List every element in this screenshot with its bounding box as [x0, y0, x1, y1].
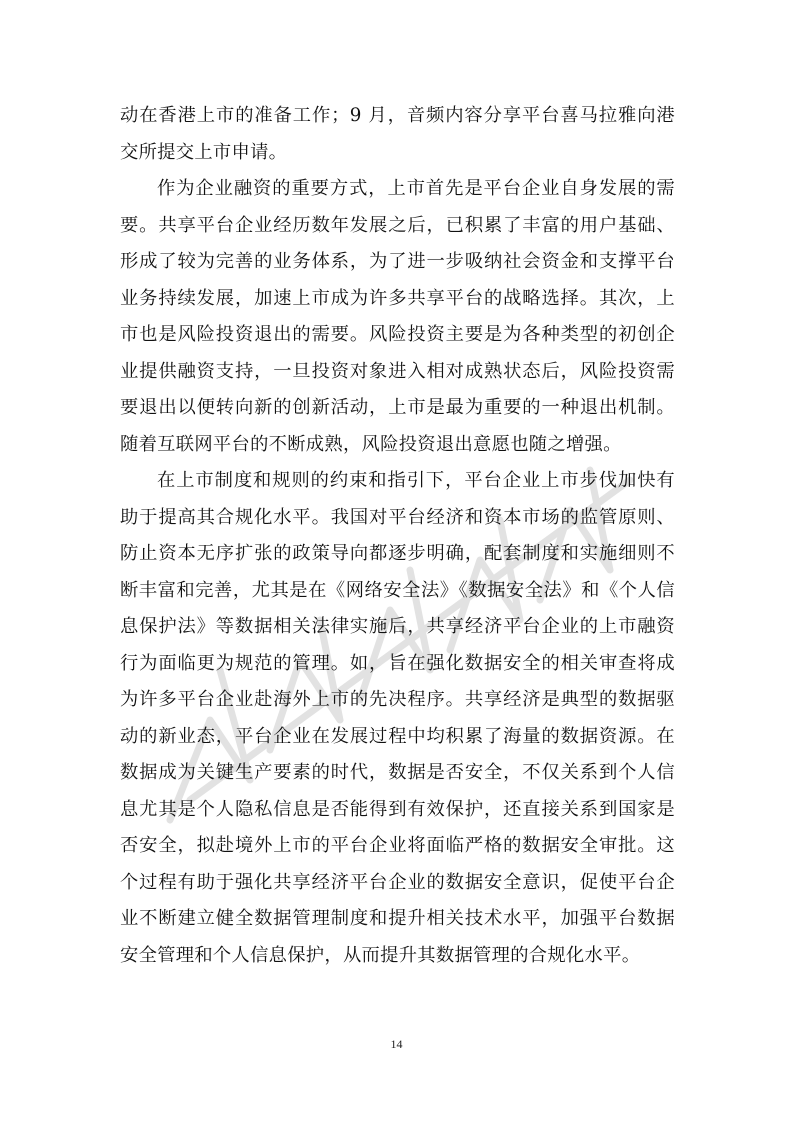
paragraph-3: 在上市制度和规则的约束和指引下，平台企业上市步伐加快有助于提高其合规化水平。我国对平台经济和资本市场的监管原则、防止资本无序扩张的政策导向都逐步明确，配套制度和实施细则不断丰富和完善，尤其是在《网络安全法》《数据安全法》和《个人信息保护法》等数据相关法律实施后，共享经济平台企业的上市融资行为面临更为规范的管理。如，旨在强化数据安全的相关审查将成为许多平台企业赴海外上市的先决程序。共享经济是典型的数据驱动的新业态，平台企业在发展过程中均积累了海量的数据资源。在数据成为关键生产要素的时代，数据是否安全，不仅关系到个人信息尤其是个人隐私信息是否能得到有效保护，还直接关系到国家是否安全，拟赴境外上市的平台企业将面临严格的数据安全审批。这个过程有助于强化共享经济平台企业的数据安全意识，促使平台企业不断建立健全数据管理制度和提升相关技术水平，加强平台数据安全管理和个人信息保护，从而提升其数据管理的合规化水平。: [120, 470, 675, 966]
paragraph-2: 作为企业融资的重要方式，上市首先是平台企业自身发展的需要。共享平台企业经历数年发展之后，已积累了丰富的用户基础、形成了较为完善的业务体系，为了进一步吸纳社会资金和支撑平台业务持续发展，加速上市成为许多共享平台的战略选择。其次，上市也是风险投资退出的需要。风险投资主要是为各种类型的初创企业提供融资支持，一旦投资对象进入相对成熟状态后，风险投资需要退出以便转向新的创新活动，上市是最为重要的一种退出机制。随着互联网平台的不断成熟，风险投资退出意愿也随之增强。: [120, 178, 675, 455]
page-number: 14: [390, 1037, 403, 1051]
body-text: [120, 98, 675, 974]
paragraph-1: 动在香港上市的准备工作；9 月，音频内容分享平台喜马拉雅向港交所提交上市申请。: [120, 105, 675, 163]
